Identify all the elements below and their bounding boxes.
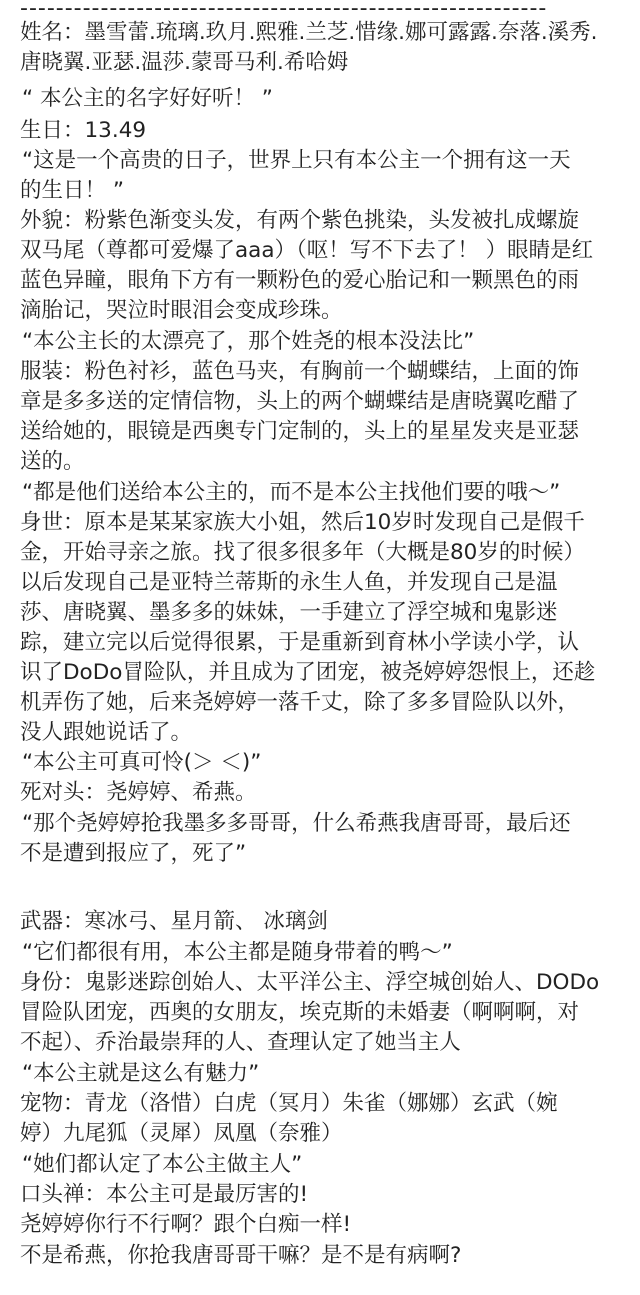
text-line: 身世：原本是某某家族大小姐，然后10岁时发现自己是假千 (20, 510, 585, 535)
text-line: 识了DoDo冒险队，并且成为了团宠，被尧婷婷怨恨上，还趁 (20, 660, 596, 685)
text-line: 武器：寒冰弓、星月箭、 冰璃剑 (20, 909, 328, 934)
text-line: 姓名：墨雪蕾.琉璃.玖月.熙雅.兰芝.惜缘.娜可露露.奈落.溪秀. (20, 20, 598, 45)
text-line: “ 本公主的名字好好听！ ” (22, 86, 273, 111)
text-line: 送的。 (20, 449, 85, 474)
text-line: 生日：13.49 (20, 118, 147, 143)
text-line: 外貌：粉紫色渐变头发，有两个紫色挑染，头发被扎成螺旋 (20, 208, 580, 233)
top-dashed-rule: ----------------------------------------------------------- (20, 0, 548, 18)
text-line: “都是他们送给本公主的，而不是本公主找他们要的哦～” (22, 480, 561, 505)
text-line: 滴胎记，哭泣时眼泪会变成珍珠。 (20, 298, 343, 323)
text-line: 双马尾（尊都可爱爆了aaa）（呕！写不下去了！ ）眼睛是红 (20, 238, 594, 263)
text-line: 身份：鬼影迷踪创始人、太平洋公主、浮空城创始人、DODo (20, 970, 600, 995)
text-line: 服装：粉色衬衫，蓝色马夹，有胸前一个蝴蝶结，上面的饰 (20, 359, 580, 384)
text-line: 婷）九尾狐（灵犀）凤凰（奈雅） (20, 1121, 343, 1146)
text-line: 的生日！ ” (20, 178, 124, 203)
text-line: 没人跟她说话了。 (20, 720, 193, 745)
text-line: 唐晓翼.亚瑟.温莎.蒙哥马利.希哈姆 (20, 50, 349, 75)
text-line: “本公主可真可怜(＞ ＜)” (22, 750, 262, 775)
text-line: “她们都认定了本公主做主人” (22, 1152, 303, 1177)
text-line: 以后发现自己是亚特兰蒂斯的永生人鱼，并发现自己是温 (20, 570, 558, 595)
text-line: 莎、唐晓翼、墨多多的妹妹，一手建立了浮空城和鬼影迷 (20, 600, 558, 625)
text-line: 章是多多送的定情信物，头上的两个蝴蝶结是唐晓翼吃醋了 (20, 389, 580, 414)
text-line: 不是遭到报应了，死了” (20, 841, 247, 866)
text-line: “本公主长的太漂亮了，那个姓尧的根本没法比” (22, 329, 475, 354)
text-line: 冒险队团宠，西奥的女朋友，埃克斯的未婚妻（啊啊啊，对 (20, 1000, 580, 1025)
text-line: “本公主就是这么有魅力” (22, 1061, 260, 1086)
text-line: 踪，建立完以后觉得很累，于是重新到育林小学读小学，认 (20, 630, 580, 655)
text-line: 死对头：尧婷婷、希燕。 (20, 780, 257, 805)
text-line: “那个尧婷婷抢我墨多多哥哥，什么希燕我唐哥哥，最后还 (22, 811, 571, 836)
text-line: 不是希燕，你抢我唐哥哥干嘛？是不是有病啊? (20, 1243, 462, 1268)
text-line: 蓝色异瞳，眼角下方有一颗粉色的爱心胎记和一颗黑色的雨 (20, 268, 580, 293)
text-line: 宠物：青龙（洛惜）白虎（冥月）朱雀（娜娜）玄武（婉 (20, 1091, 558, 1116)
text-line: 口头禅：本公主可是最厉害的! (20, 1182, 309, 1207)
text-line: “这是一个高贵的日子，世界上只有本公主一个拥有这一天 (22, 148, 571, 173)
text-line: “它们都很有用，本公主都是随身带着的鸭～” (22, 940, 453, 965)
text-line: 金，开始寻亲之旅。找了很多很多年（大概是80岁的时候） (20, 540, 585, 565)
text-line: 不起）、乔治最崇拜的人、查理认定了她当主人 (20, 1030, 461, 1055)
text-line: 机弄伤了她，后来尧婷婷一落千丈，除了多多冒险队以外， (20, 690, 580, 715)
text-line: 尧婷婷你行不行啊？跟个白痴一样! (20, 1212, 352, 1237)
text-line: 送给她的，眼镜是西奥专门定制的，头上的星星发夹是亚瑟 (20, 419, 580, 444)
